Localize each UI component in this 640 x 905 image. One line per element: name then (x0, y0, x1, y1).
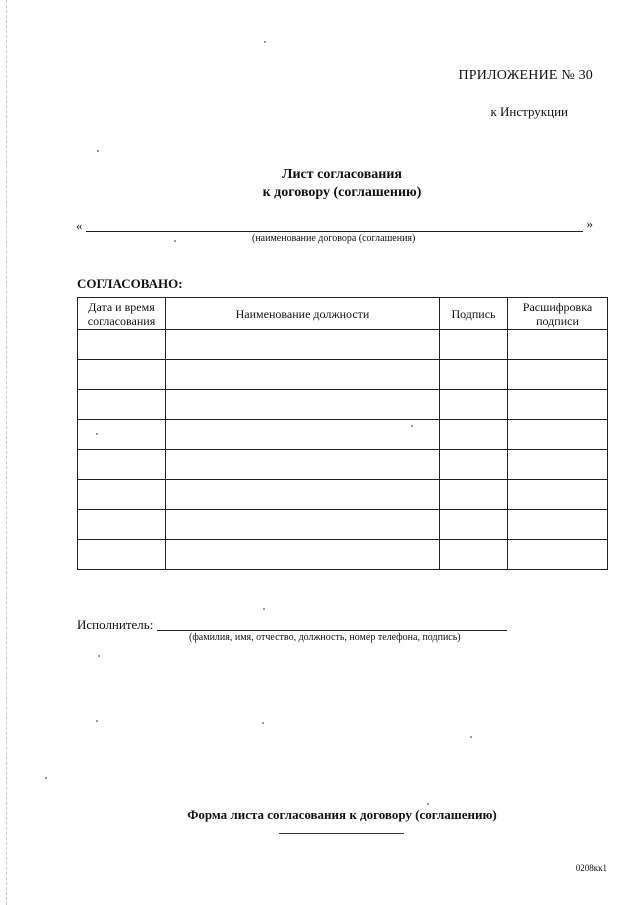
close-quote: » (586, 216, 593, 231)
table-cell[interactable] (166, 480, 440, 510)
table-cell[interactable] (440, 390, 508, 420)
table-cell[interactable] (166, 360, 440, 390)
table-row (78, 330, 608, 360)
table-row (78, 540, 608, 570)
table-cell[interactable] (508, 510, 608, 540)
table-row (78, 420, 608, 450)
table-cell[interactable] (440, 510, 508, 540)
table-cell[interactable] (508, 330, 608, 360)
table-body (78, 330, 608, 570)
table-cell[interactable] (78, 450, 166, 480)
open-quote: « (76, 218, 83, 233)
table-cell[interactable] (440, 450, 508, 480)
document-title: Лист согласования (282, 167, 402, 182)
table-row (78, 360, 608, 390)
table-cell[interactable] (78, 360, 166, 390)
scan-edge-marks (6, 0, 7, 905)
contract-name-field[interactable] (76, 218, 593, 234)
column-header-signature: Подпись (440, 298, 508, 330)
agreed-heading: СОГЛАСОВАНО: (77, 276, 183, 291)
scan-speck (264, 41, 266, 43)
scan-speck (411, 425, 413, 427)
table-cell[interactable] (440, 360, 508, 390)
scan-speck (427, 803, 429, 805)
table-cell[interactable] (78, 330, 166, 360)
table-cell[interactable] (78, 390, 166, 420)
table-cell[interactable] (166, 450, 440, 480)
table-row (78, 390, 608, 420)
table-row (78, 450, 608, 480)
scan-speck (96, 433, 98, 435)
table-cell[interactable] (166, 510, 440, 540)
table-row (78, 480, 608, 510)
table-cell[interactable] (440, 540, 508, 570)
table-cell[interactable] (508, 540, 608, 570)
column-header-signature-name: Расшифровка подписи (508, 298, 608, 330)
executor-rule (157, 630, 507, 631)
document-code: 0208кк1 (575, 863, 607, 873)
table-cell[interactable] (440, 330, 508, 360)
table-cell[interactable] (508, 450, 608, 480)
table-cell[interactable] (440, 420, 508, 450)
column-header-date: Дата и время согласования (78, 298, 166, 330)
instruction-reference: к Инструкции (490, 104, 568, 119)
form-title-rule (279, 833, 404, 834)
document-subtitle: к договору (соглашению) (262, 185, 422, 200)
scan-speck (262, 722, 264, 724)
scan-speck (174, 240, 176, 242)
table-cell[interactable] (166, 330, 440, 360)
scan-speck (263, 608, 265, 610)
table-cell[interactable] (166, 540, 440, 570)
appendix-number: ПРИЛОЖЕНИЕ № 30 (458, 68, 593, 83)
executor-field[interactable] (77, 617, 507, 633)
table-cell[interactable] (78, 540, 166, 570)
approval-table (77, 297, 608, 570)
scan-speck (470, 736, 472, 738)
table-cell[interactable] (166, 420, 440, 450)
table-cell[interactable] (508, 420, 608, 450)
contract-name-caption: (наименование договора (соглашения) (252, 233, 416, 244)
table-cell[interactable] (78, 510, 166, 540)
scan-speck (45, 777, 47, 779)
scan-speck (96, 720, 98, 722)
table-cell[interactable] (508, 360, 608, 390)
scan-speck (97, 150, 99, 152)
form-title: Форма листа согласования к договору (соглашению) (187, 807, 497, 822)
table-cell[interactable] (78, 480, 166, 510)
table-row (78, 510, 608, 540)
table-header-row (78, 298, 608, 330)
executor-label: Исполнитель: (77, 617, 154, 632)
table-cell[interactable] (166, 390, 440, 420)
table-cell[interactable] (508, 390, 608, 420)
table-cell[interactable] (78, 420, 166, 450)
scan-speck (98, 655, 100, 657)
column-header-position: Наименование должности (166, 298, 440, 330)
table-cell[interactable] (440, 480, 508, 510)
contract-name-rule (86, 231, 583, 232)
table-cell[interactable] (508, 480, 608, 510)
executor-caption: (фамилия, имя, отчество, должность, номер телефона, подпись) (189, 632, 461, 643)
